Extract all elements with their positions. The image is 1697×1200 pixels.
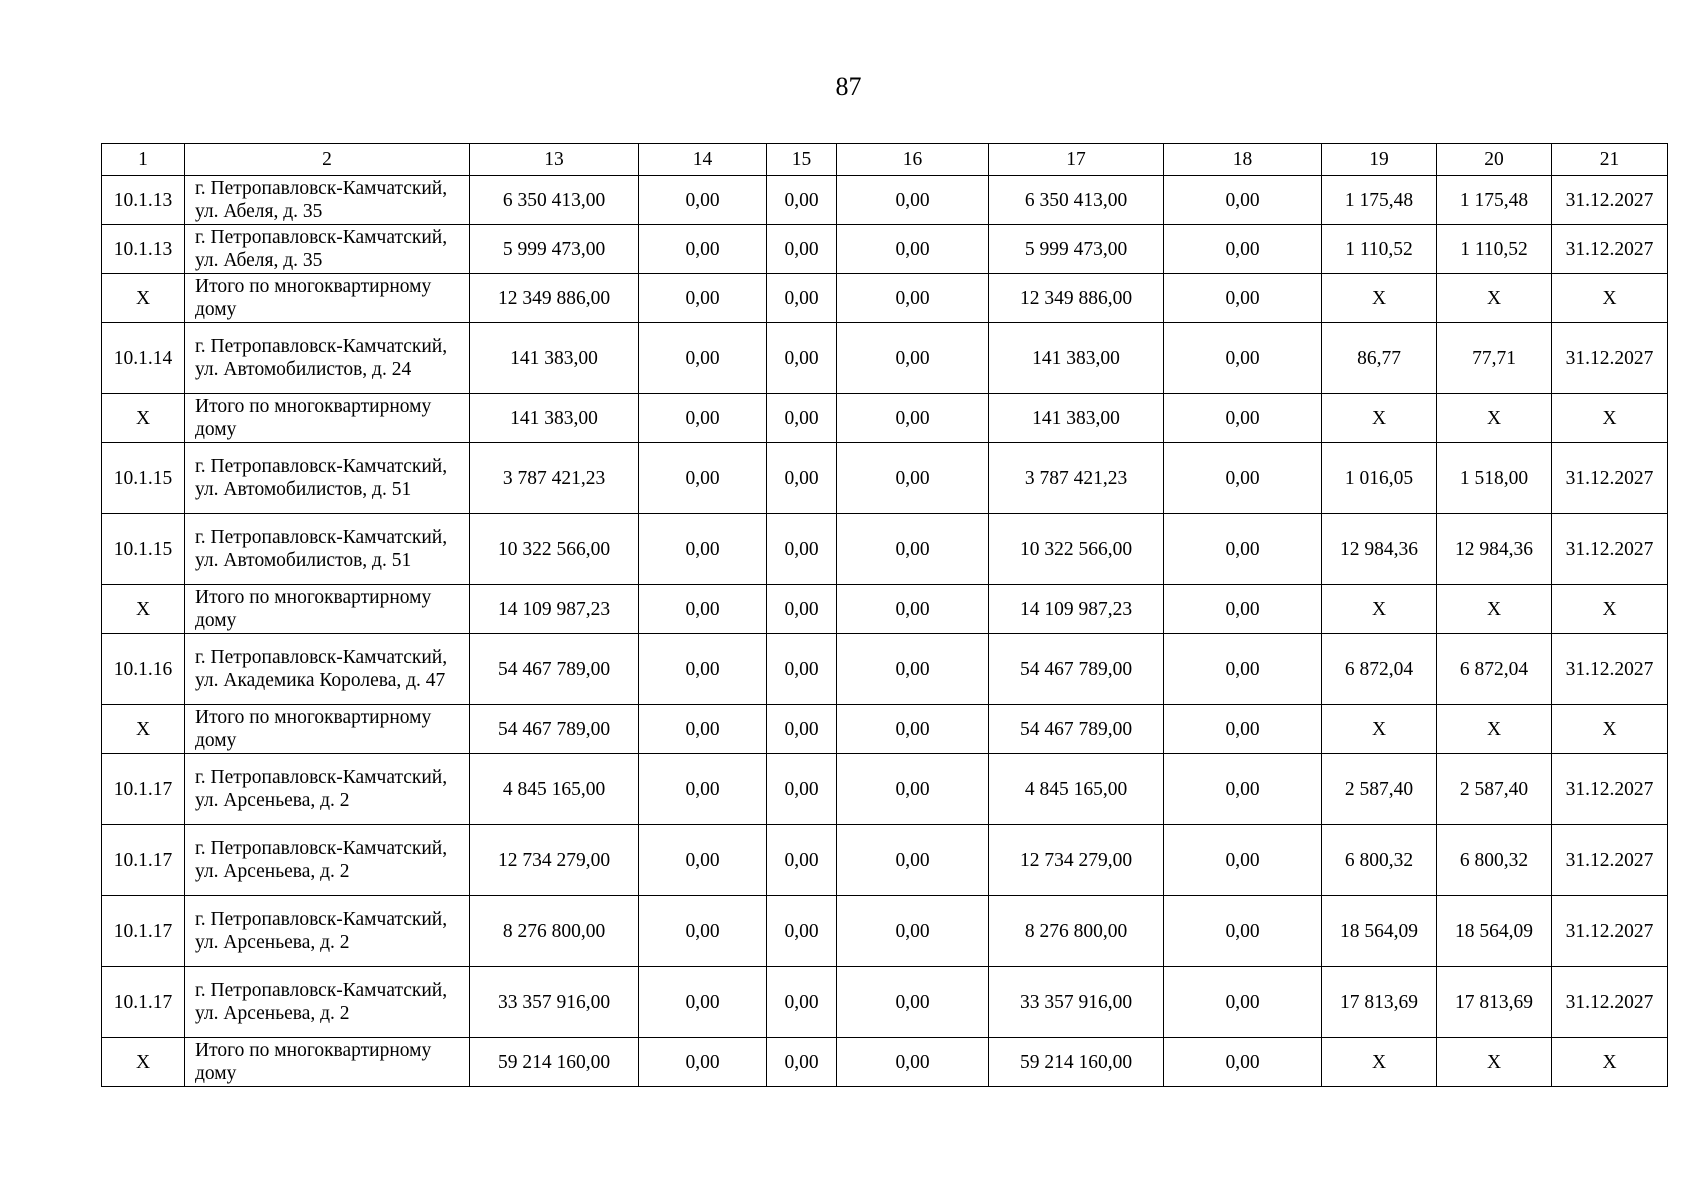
table-row-total — [102, 1038, 1668, 1087]
cell-col-19: Х — [1322, 585, 1437, 634]
table-row — [102, 514, 1668, 585]
table-row-total — [102, 585, 1668, 634]
table-row — [102, 443, 1668, 514]
cell-col-14: 0,00 — [639, 1038, 767, 1087]
cell-row-number: 10.1.15 — [102, 514, 185, 585]
cell-col-20: 17 813,69 — [1437, 967, 1552, 1038]
cell-col-14: 0,00 — [639, 514, 767, 585]
cell-col-13: 10 322 566,00 — [470, 514, 639, 585]
table-row — [102, 225, 1668, 274]
cell-col-19: 1 110,52 — [1322, 225, 1437, 274]
cell-col-13: 33 357 916,00 — [470, 967, 639, 1038]
header-cell-col-19: 19 — [1322, 144, 1437, 176]
cell-col-20: Х — [1437, 705, 1552, 754]
cell-address: г. Петропавловск-Камчатский, ул. Арсеньева, д. 2 — [185, 967, 470, 1038]
cell-col-21: 31.12.2027 — [1552, 514, 1668, 585]
cell-col-17: 141 383,00 — [989, 394, 1164, 443]
cell-col-20: Х — [1437, 394, 1552, 443]
cell-col-21: 31.12.2027 — [1552, 225, 1668, 274]
cell-row-number: 10.1.16 — [102, 634, 185, 705]
cell-address: Итого по многоквартирному дому — [185, 274, 470, 323]
header-cell-col-21: 21 — [1552, 144, 1668, 176]
cell-col-13: 141 383,00 — [470, 323, 639, 394]
cell-address: Итого по многоквартирному дому — [185, 394, 470, 443]
cell-col-13: 141 383,00 — [470, 394, 639, 443]
cell-col-19: 2 587,40 — [1322, 754, 1437, 825]
table-row-total — [102, 394, 1668, 443]
cell-col-13: 14 109 987,23 — [470, 585, 639, 634]
cell-col-15: 0,00 — [767, 443, 837, 514]
cell-col-14: 0,00 — [639, 705, 767, 754]
cell-address: г. Петропавловск-Камчатский, ул. Автомобилистов, д. 24 — [185, 323, 470, 394]
cell-col-16: 0,00 — [837, 176, 989, 225]
cell-col-14: 0,00 — [639, 394, 767, 443]
cell-col-18: 0,00 — [1164, 825, 1322, 896]
cell-col-17: 141 383,00 — [989, 323, 1164, 394]
cell-col-16: 0,00 — [837, 1038, 989, 1087]
cell-col-13: 6 350 413,00 — [470, 176, 639, 225]
cell-address: г. Петропавловск-Камчатский, ул. Арсеньева, д. 2 — [185, 825, 470, 896]
cell-col-19: 12 984,36 — [1322, 514, 1437, 585]
cell-col-21: Х — [1552, 585, 1668, 634]
cell-col-16: 0,00 — [837, 754, 989, 825]
table-row — [102, 896, 1668, 967]
header-cell-col-20: 20 — [1437, 144, 1552, 176]
cell-col-21: 31.12.2027 — [1552, 323, 1668, 394]
cell-col-21: 31.12.2027 — [1552, 443, 1668, 514]
cell-col-15: 0,00 — [767, 585, 837, 634]
cell-col-14: 0,00 — [639, 754, 767, 825]
cell-col-13: 54 467 789,00 — [470, 705, 639, 754]
cell-col-17: 54 467 789,00 — [989, 705, 1164, 754]
header-cell-col-17: 17 — [989, 144, 1164, 176]
cell-col-18: 0,00 — [1164, 443, 1322, 514]
cell-col-18: 0,00 — [1164, 634, 1322, 705]
cell-col-13: 12 734 279,00 — [470, 825, 639, 896]
cell-col-14: 0,00 — [639, 323, 767, 394]
cell-col-13: 5 999 473,00 — [470, 225, 639, 274]
cell-col-19: 1 175,48 — [1322, 176, 1437, 225]
cell-col-14: 0,00 — [639, 225, 767, 274]
cell-row-number: 10.1.14 — [102, 323, 185, 394]
cell-col-15: 0,00 — [767, 225, 837, 274]
table-row — [102, 634, 1668, 705]
cell-col-20: Х — [1437, 274, 1552, 323]
cell-row-number: Х — [102, 274, 185, 323]
table-row — [102, 967, 1668, 1038]
cell-col-20: 1 175,48 — [1437, 176, 1552, 225]
header-cell-col-14: 14 — [639, 144, 767, 176]
cell-col-21: Х — [1552, 1038, 1668, 1087]
cell-col-13: 3 787 421,23 — [470, 443, 639, 514]
cell-col-16: 0,00 — [837, 705, 989, 754]
cell-col-20: 12 984,36 — [1437, 514, 1552, 585]
cell-address: г. Петропавловск-Камчатский, ул. Автомобилистов, д. 51 — [185, 514, 470, 585]
cell-col-15: 0,00 — [767, 323, 837, 394]
header-cell-row-number: 1 — [102, 144, 185, 176]
table-row — [102, 176, 1668, 225]
cell-col-18: 0,00 — [1164, 705, 1322, 754]
table-body — [102, 144, 1668, 1087]
cell-col-19: 18 564,09 — [1322, 896, 1437, 967]
cell-col-16: 0,00 — [837, 323, 989, 394]
cell-col-21: 31.12.2027 — [1552, 754, 1668, 825]
cell-address: Итого по многоквартирному дому — [185, 705, 470, 754]
cell-col-20: 2 587,40 — [1437, 754, 1552, 825]
table-header-row — [102, 144, 1668, 176]
cell-col-18: 0,00 — [1164, 323, 1322, 394]
cell-col-15: 0,00 — [767, 825, 837, 896]
cell-col-14: 0,00 — [639, 825, 767, 896]
cell-col-13: 54 467 789,00 — [470, 634, 639, 705]
cell-col-20: 1 110,52 — [1437, 225, 1552, 274]
cell-col-14: 0,00 — [639, 634, 767, 705]
cell-address: г. Петропавловск-Камчатский, ул. Абеля, д. 35 — [185, 225, 470, 274]
cell-col-21: Х — [1552, 705, 1668, 754]
cell-address: г. Петропавловск-Камчатский, ул. Академика Королева, д. 47 — [185, 634, 470, 705]
cell-col-17: 12 349 886,00 — [989, 274, 1164, 323]
cell-col-16: 0,00 — [837, 394, 989, 443]
table-row — [102, 323, 1668, 394]
cell-col-19: Х — [1322, 394, 1437, 443]
header-cell-col-13: 13 — [470, 144, 639, 176]
cell-col-17: 59 214 160,00 — [989, 1038, 1164, 1087]
table-row — [102, 754, 1668, 825]
cell-col-18: 0,00 — [1164, 176, 1322, 225]
cell-col-17: 5 999 473,00 — [989, 225, 1164, 274]
cell-col-15: 0,00 — [767, 514, 837, 585]
cell-col-17: 4 845 165,00 — [989, 754, 1164, 825]
cell-address: г. Петропавловск-Камчатский, ул. Автомобилистов, д. 51 — [185, 443, 470, 514]
cell-col-19: Х — [1322, 1038, 1437, 1087]
cell-col-13: 8 276 800,00 — [470, 896, 639, 967]
header-cell-col-18: 18 — [1164, 144, 1322, 176]
header-cell-col-15: 15 — [767, 144, 837, 176]
cell-col-15: 0,00 — [767, 967, 837, 1038]
cell-address: Итого по многоквартирному дому — [185, 585, 470, 634]
cell-col-21: 31.12.2027 — [1552, 896, 1668, 967]
header-cell-col-16: 16 — [837, 144, 989, 176]
cell-col-19: 86,77 — [1322, 323, 1437, 394]
cell-col-14: 0,00 — [639, 585, 767, 634]
cell-col-13: 4 845 165,00 — [470, 754, 639, 825]
cell-row-number: 10.1.13 — [102, 225, 185, 274]
cell-col-19: 6 800,32 — [1322, 825, 1437, 896]
cell-col-16: 0,00 — [837, 514, 989, 585]
cell-col-21: 31.12.2027 — [1552, 967, 1668, 1038]
cell-address: г. Петропавловск-Камчатский, ул. Абеля, д. 35 — [185, 176, 470, 225]
cell-col-15: 0,00 — [767, 1038, 837, 1087]
table-row — [102, 825, 1668, 896]
cell-col-18: 0,00 — [1164, 1038, 1322, 1087]
cell-col-20: 1 518,00 — [1437, 443, 1552, 514]
cell-col-14: 0,00 — [639, 896, 767, 967]
cell-col-13: 12 349 886,00 — [470, 274, 639, 323]
table-row-total — [102, 274, 1668, 323]
cell-col-16: 0,00 — [837, 225, 989, 274]
cell-col-15: 0,00 — [767, 176, 837, 225]
cell-col-14: 0,00 — [639, 176, 767, 225]
cell-row-number: Х — [102, 705, 185, 754]
cell-col-18: 0,00 — [1164, 967, 1322, 1038]
cell-col-18: 0,00 — [1164, 394, 1322, 443]
cell-col-20: 6 872,04 — [1437, 634, 1552, 705]
cell-row-number: Х — [102, 585, 185, 634]
cell-col-17: 12 734 279,00 — [989, 825, 1164, 896]
cell-col-15: 0,00 — [767, 896, 837, 967]
cell-row-number: 10.1.17 — [102, 967, 185, 1038]
cell-col-15: 0,00 — [767, 754, 837, 825]
cell-col-16: 0,00 — [837, 443, 989, 514]
cell-col-21: Х — [1552, 274, 1668, 323]
cell-col-15: 0,00 — [767, 274, 837, 323]
table-row-total — [102, 705, 1668, 754]
cell-col-19: 17 813,69 — [1322, 967, 1437, 1038]
cell-col-18: 0,00 — [1164, 754, 1322, 825]
cell-col-18: 0,00 — [1164, 896, 1322, 967]
cell-col-19: 1 016,05 — [1322, 443, 1437, 514]
cell-row-number: 10.1.17 — [102, 754, 185, 825]
cell-col-17: 10 322 566,00 — [989, 514, 1164, 585]
cell-col-17: 14 109 987,23 — [989, 585, 1164, 634]
cell-col-20: 77,71 — [1437, 323, 1552, 394]
cell-col-16: 0,00 — [837, 634, 989, 705]
cell-col-18: 0,00 — [1164, 225, 1322, 274]
cell-row-number: 10.1.17 — [102, 896, 185, 967]
cell-col-16: 0,00 — [837, 825, 989, 896]
cell-col-14: 0,00 — [639, 274, 767, 323]
cell-col-20: 6 800,32 — [1437, 825, 1552, 896]
cell-col-16: 0,00 — [837, 274, 989, 323]
cell-col-15: 0,00 — [767, 394, 837, 443]
data-table — [101, 143, 1668, 1087]
cell-address: г. Петропавловск-Камчатский, ул. Арсеньева, д. 2 — [185, 754, 470, 825]
cell-col-17: 3 787 421,23 — [989, 443, 1164, 514]
cell-row-number: 10.1.15 — [102, 443, 185, 514]
cell-row-number: 10.1.13 — [102, 176, 185, 225]
cell-col-20: 18 564,09 — [1437, 896, 1552, 967]
cell-col-21: 31.12.2027 — [1552, 634, 1668, 705]
cell-col-19: Х — [1322, 274, 1437, 323]
cell-address: г. Петропавловск-Камчатский, ул. Арсеньева, д. 2 — [185, 896, 470, 967]
header-cell-address: 2 — [185, 144, 470, 176]
cell-col-13: 59 214 160,00 — [470, 1038, 639, 1087]
cell-col-21: 31.12.2027 — [1552, 825, 1668, 896]
cell-col-15: 0,00 — [767, 705, 837, 754]
cell-col-14: 0,00 — [639, 443, 767, 514]
page-number: 87 — [835, 72, 862, 101]
cell-col-17: 6 350 413,00 — [989, 176, 1164, 225]
cell-col-19: 6 872,04 — [1322, 634, 1437, 705]
cell-col-18: 0,00 — [1164, 585, 1322, 634]
cell-col-21: 31.12.2027 — [1552, 176, 1668, 225]
cell-col-17: 8 276 800,00 — [989, 896, 1164, 967]
cell-col-15: 0,00 — [767, 634, 837, 705]
cell-col-16: 0,00 — [837, 896, 989, 967]
cell-col-20: Х — [1437, 585, 1552, 634]
cell-row-number: 10.1.17 — [102, 825, 185, 896]
cell-col-20: Х — [1437, 1038, 1552, 1087]
cell-address: Итого по многоквартирному дому — [185, 1038, 470, 1087]
cell-col-17: 33 357 916,00 — [989, 967, 1164, 1038]
cell-col-16: 0,00 — [837, 967, 989, 1038]
cell-row-number: Х — [102, 1038, 185, 1087]
cell-col-14: 0,00 — [639, 967, 767, 1038]
cell-row-number: Х — [102, 394, 185, 443]
cell-col-19: Х — [1322, 705, 1437, 754]
cell-col-17: 54 467 789,00 — [989, 634, 1164, 705]
cell-col-18: 0,00 — [1164, 274, 1322, 323]
cell-col-21: Х — [1552, 394, 1668, 443]
cell-col-18: 0,00 — [1164, 514, 1322, 585]
cell-col-16: 0,00 — [837, 585, 989, 634]
